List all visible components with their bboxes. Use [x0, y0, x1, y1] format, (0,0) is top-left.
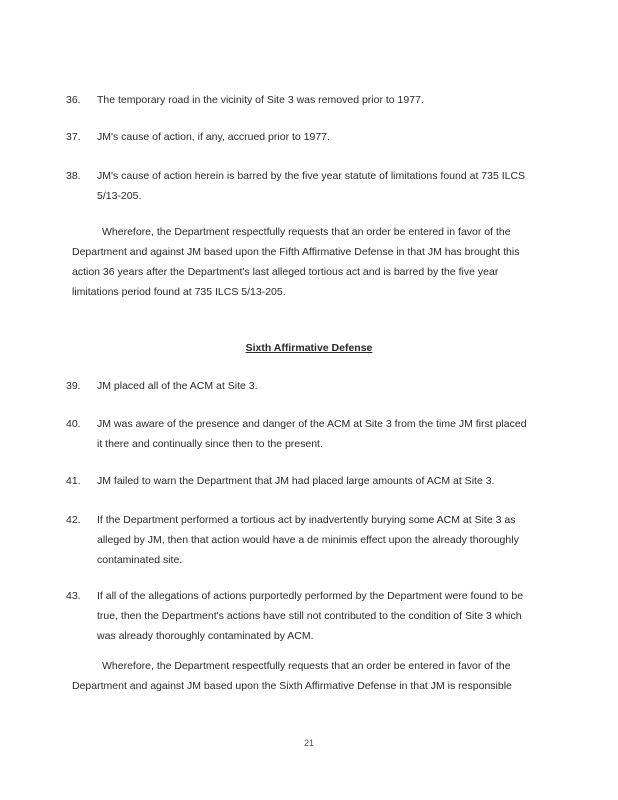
- paragraph-number: 43.: [66, 590, 81, 602]
- wherefore-paragraph: Wherefore, the Department respectfully requests that an order be entered in favor of the Department and against JM based upon the Sixth Affirmative Defense in that JM is responsible: [72, 660, 512, 692]
- paragraph-text: The temporary road in the vicinity of Site 3 was removed prior to 1977.: [97, 94, 424, 106]
- paragraph-number: 41.: [66, 475, 81, 487]
- paragraph-number: 40.: [66, 418, 81, 430]
- paragraph-text: JM was aware of the presence and danger of the ACM at Site 3 from the time JM first placed it there and continually since then to the present.: [97, 418, 527, 450]
- paragraph-number: 39.: [66, 380, 81, 392]
- paragraph-text: If all of the allegations of actions purportedly performed by the Department were found to be true, then the Department's actions have still not contributed to the condition of Site 3 which was already thoroughly contaminated by ACM.: [97, 590, 524, 642]
- paragraph-number: 38.: [66, 170, 81, 182]
- paragraph-text: JM's cause of action, if any, accrued prior to 1977.: [97, 131, 330, 143]
- paragraph-text: If the Department performed a tortious act by inadvertently burying some ACM at Site 3 as alleged by JM, then that action would have a de minimis effect upon the already thoroughly contaminated site.: [97, 514, 519, 566]
- section-heading: Sixth Affirmative Defense: [245, 342, 373, 354]
- paragraph-number: 37.: [66, 131, 81, 143]
- paragraph-text: JM failed to warn the Department that JM had placed large amounts of ACM at Site 3.: [97, 475, 495, 487]
- page-number: 21: [303, 738, 314, 748]
- paragraph-text: JM's cause of action herein is barred by the five year statute of limitations found at 735 ILCS 5/13-205.: [97, 170, 526, 202]
- paragraph-number: 36.: [66, 94, 81, 106]
- wherefore-paragraph: Wherefore, the Department respectfully requests that an order be entered in favor of the Department and against JM based upon the Fifth Affirmative Defense in that JM has brought this action 36 years after the Department's last alleged tortious act and is barred by the five year limitations period found at 735 ILCS 5/13-205.: [72, 226, 520, 298]
- paragraph-text: JM placed all of the ACM at Site 3.: [97, 380, 258, 392]
- paragraph-number: 42.: [66, 514, 81, 526]
